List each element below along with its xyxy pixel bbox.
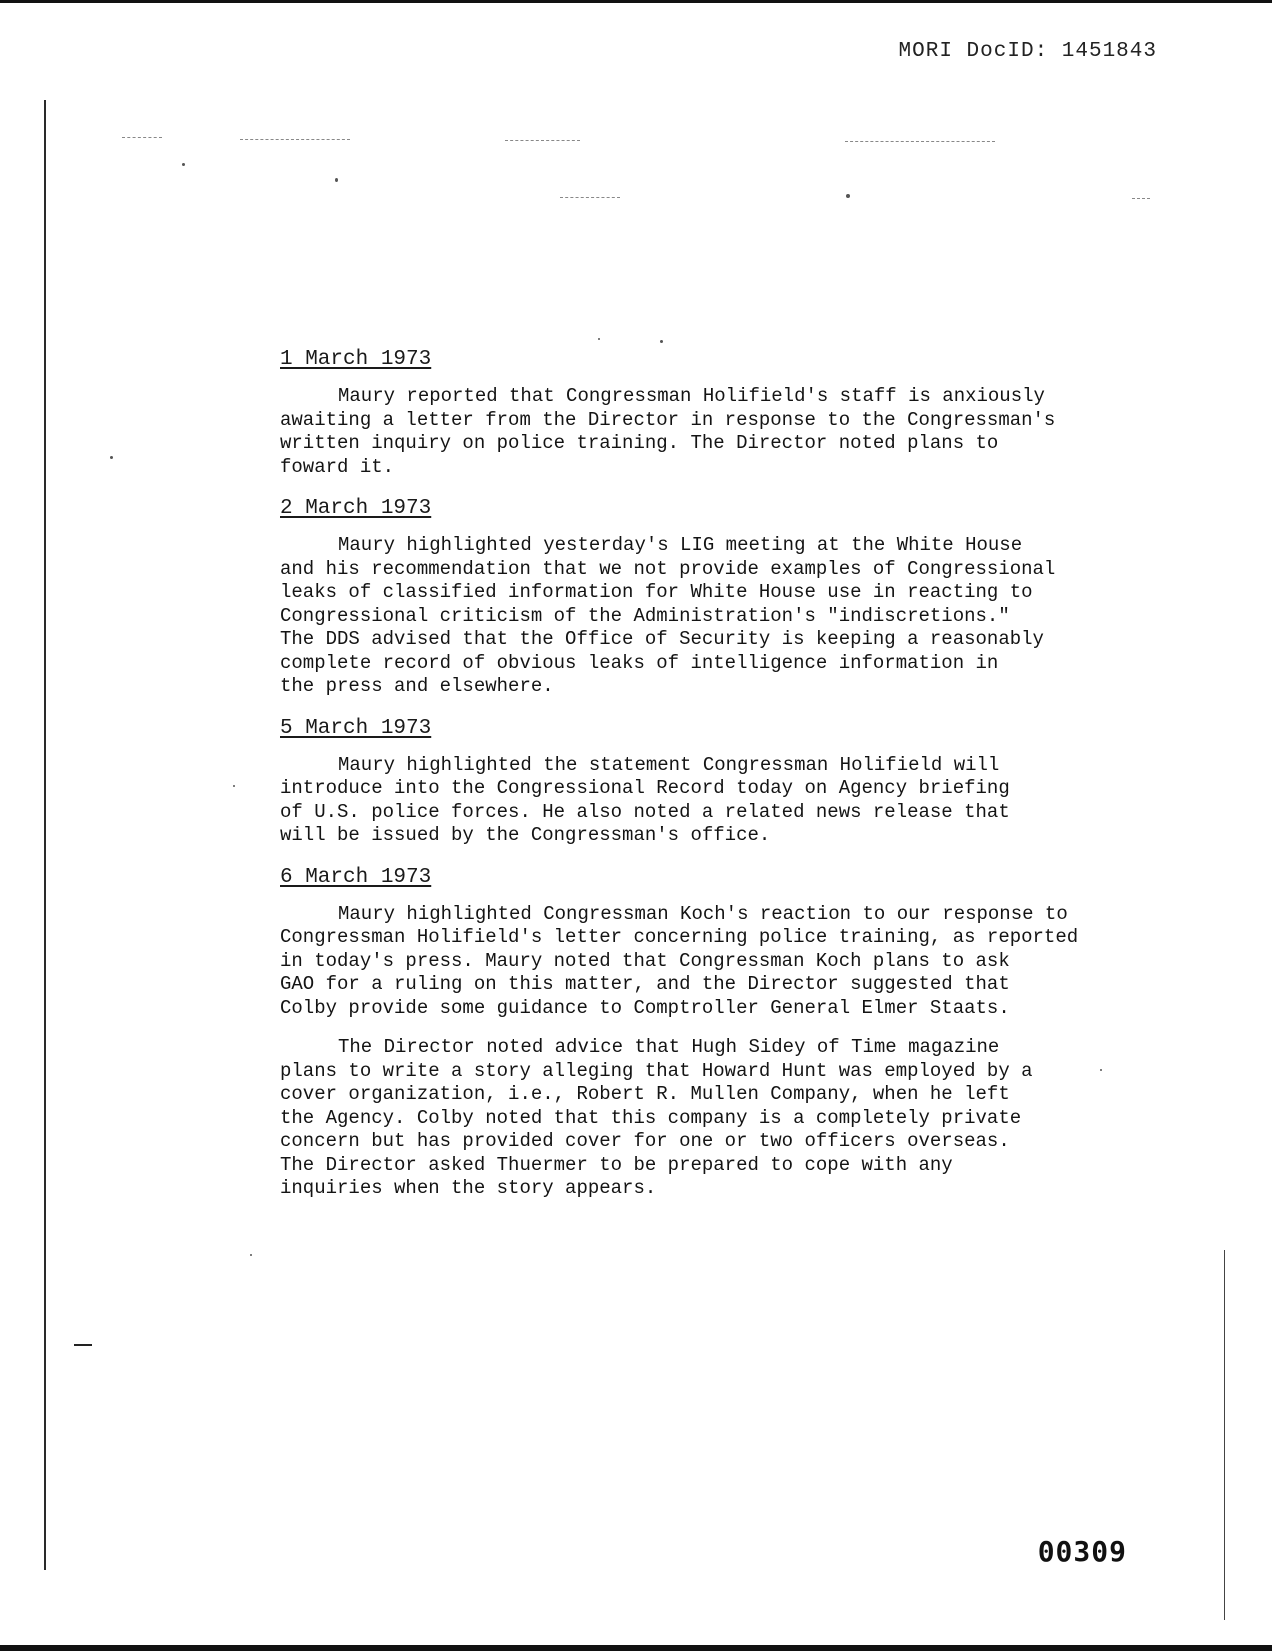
scan-noise [560,197,620,199]
entry-paragraph: Maury highlighted yesterday's LIG meeting at the White House and his recommendation that we not provide examples of Congressional leaks of classified information for White House use in reacting to Congressional criticism of the Administration's "indiscretions." The DDS advised that the Office of Security is keeping a reasonably complete record of obvious leaks of intelligence information in the press and elsewhere. [280,534,1056,697]
scan-top-edge [0,0,1272,3]
scan-noise [240,139,350,141]
scan-noise [845,141,995,143]
scan-speck [250,1254,252,1256]
scan-noise [122,137,162,139]
entry-5-march [280,717,1130,848]
scan-speck [335,178,338,182]
entry-6-march [280,866,1130,1201]
entry-paragraph: Maury reported that Congressman Holifield's staff is anxiously awaiting a letter from the Director in response to the Congressman's written inquiry on police training. The Director noted plans to foward it. [280,385,1056,478]
scan-speck [182,163,185,166]
scan-speck [846,194,850,198]
entry-paragraph: The Director noted advice that Hugh Sidey of Time magazine plans to write a story alleging that Howard Hunt was employed by a cover organization, i.e., Robert R. Mullen Company, when he left the Agency. Colby noted that this company is a completely private concern but has provided cover for one or two officers overseas. The Director asked Thuermer to be prepared to cope with any inquiries when the story appears. [280,1036,1033,1199]
entry-paragraph: Maury highlighted Congressman Koch's reaction to our response to Congressman Holifield's letter concerning police training, as reported in today's press. Maury noted that Congressman Koch plans to ask GAO for a ruling on this matter, and the Director suggested that Colby provide some guidance to Comptroller General Elmer Staats. [280,902,1079,1019]
entry-2-march [280,497,1130,699]
scan-noise [505,140,580,142]
scan-speck [598,338,600,340]
document-id: MORI DocID: 1451843 [898,40,1157,63]
entry-date: 1 March 1973 [280,348,432,371]
scan-speck [110,456,113,459]
scan-right-margin-line [1224,1250,1225,1620]
scan-noise [1132,198,1150,200]
page-number: 00309 [1037,1535,1127,1568]
scan-speck [233,785,235,787]
entry-date: 2 March 1973 [280,497,432,520]
scan-margin-mark [74,1344,92,1346]
scan-speck [660,340,663,343]
scan-bottom-edge [0,1645,1272,1651]
entry-paragraph: Maury highlighted the statement Congressman Holifield will introduce into the Congressional Record today on Agency briefing of U.S. police forces. He also noted a related news release that will be issued by the Congressman's office. [280,753,1010,846]
entry-date: 5 March 1973 [280,716,432,740]
entry-1-march [280,348,1130,479]
entry-date: 6 March 1973 [280,865,432,889]
scan-left-margin-line [44,100,46,1570]
memo-body [280,348,1130,1219]
